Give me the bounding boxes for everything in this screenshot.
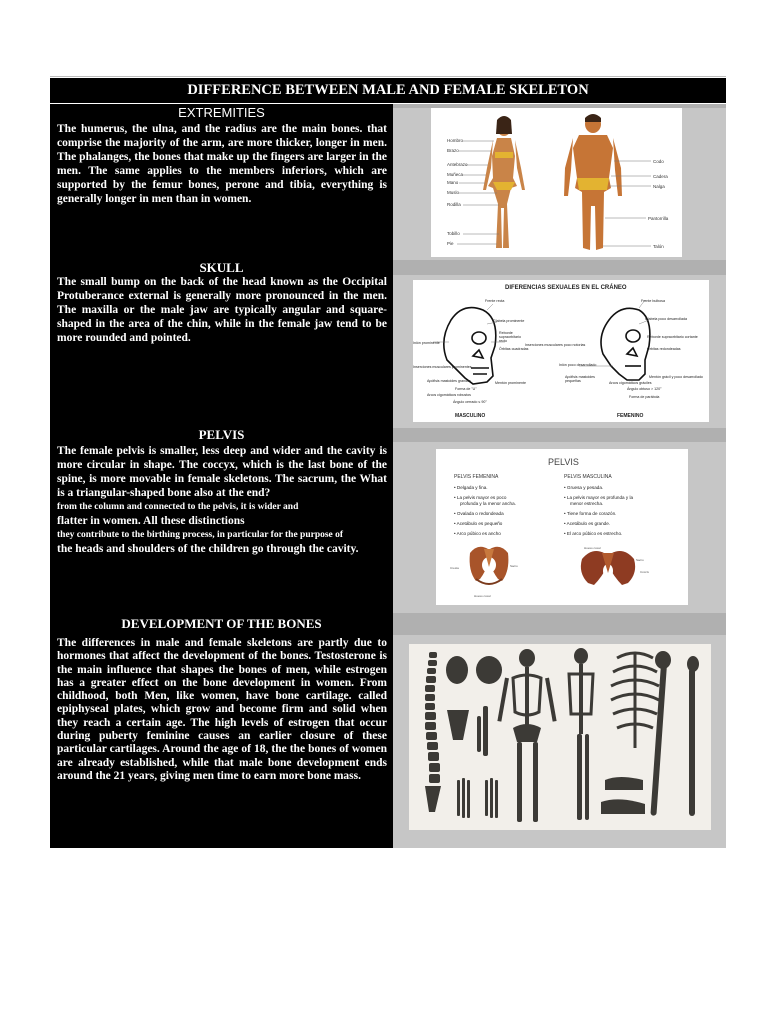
full-skeleton-front — [497, 649, 556, 822]
body-proportions-figure — [431, 108, 682, 257]
svg-text:Apófisis mastoides grandes: Apófisis mastoides grandes — [427, 379, 471, 383]
pelvis-line-2: from the column and connected to the pelvis, it is wider and — [57, 502, 299, 512]
skull-side-drawing — [476, 656, 502, 684]
label-brazo: Brazo — [447, 148, 459, 153]
svg-text:recto: recto — [499, 339, 507, 343]
svg-text:• Acetábulo es grande.: • Acetábulo es grande. — [564, 521, 611, 526]
pelvis-image-panel — [393, 442, 726, 613]
skull-figure-title: DIFERENCIAS SEXUALES EN EL CRÁNEO — [505, 285, 627, 291]
svg-text:Cresta: Cresta — [450, 566, 459, 570]
male-pelvis-drawing — [581, 551, 635, 585]
section-heading-pelvis: PELVIS — [50, 428, 393, 442]
skull-image-panel — [393, 275, 726, 428]
svg-text:Arcos cigomáticos gráciles: Arcos cigomáticos gráciles — [609, 381, 652, 385]
skull-front-drawing — [446, 656, 468, 684]
label-pie: Pie — [447, 241, 454, 246]
left-labels — [447, 138, 468, 246]
female-point-3: Ovalada o redondeada — [456, 511, 504, 516]
svg-text:Forma de parábola: Forma de parábola — [629, 395, 660, 399]
ribcage-drawing — [611, 652, 659, 748]
svg-text:menor estrecha.: menor estrecha. — [570, 501, 604, 506]
hands-drawing — [457, 778, 498, 818]
female-point-4: Acetábulo es pequeño — [456, 521, 503, 526]
section-heading-development: DEVELOPMENT OF THE BONES — [50, 613, 393, 635]
female-point-5: Arco púbico es ancho — [456, 531, 501, 536]
pelvis-line-1: The female pelvis is smaller, less deep and wider and the cavity is more circular in shape. The coccyx, which is the last bone of the spine, is more movable in female skeletons. The sacrum, the What is a triangular-shaped bone also at the end? — [57, 445, 387, 499]
page-title: DIFFERENCE BETWEEN MALE AND FEMALE SKELETON — [50, 78, 726, 103]
skull-paragraph: The small bump on the back of the head known as the Occipital Protuberance external is generally more pronounced in the men. The maxilla or the male jaw are typically angular and square-shaped in the area of the chin, while in the female jaw tend to be more rounded and pointed. — [57, 276, 387, 344]
pelvis-line-3: flatter in women. All these distinctions — [57, 515, 245, 527]
svg-text:Ángulo cerrado ≤ 90°: Ángulo cerrado ≤ 90° — [453, 400, 487, 404]
female-pelvis-drawing — [470, 547, 509, 584]
svg-text:Apófisis mastoides: Apófisis mastoides — [565, 375, 595, 379]
svg-text:Cóccix: Cóccix — [640, 570, 650, 574]
label-rodilla: Rodilla — [447, 202, 461, 207]
male-point-5: El arco púbico es estrecho. — [566, 531, 623, 536]
label-talon: Talón — [653, 244, 664, 249]
male-point-4: Acetábulo es grande. — [566, 521, 611, 526]
female-pelvis-heading: PELVIS FEMENINA — [454, 474, 499, 480]
svg-text:Hueso coxal: Hueso coxal — [584, 546, 601, 550]
label-mano: Mano — [447, 180, 459, 185]
svg-text:Sacro: Sacro — [510, 564, 518, 568]
image-header-strip — [393, 613, 726, 635]
svg-text:• La pelvis mayor es poco: • La pelvis mayor es poco — [454, 495, 507, 500]
svg-text:• El arco púbico es estrecho.: • El arco púbico es estrecho. — [564, 531, 623, 536]
full-skeleton-side — [569, 648, 593, 820]
section-heading-skull: SKULL — [50, 260, 393, 275]
skeleton-bones-figure — [409, 644, 711, 830]
pelvis-figure-title: PELVIS — [548, 457, 579, 467]
svg-text:Glabela poco desarrollada: Glabela poco desarrollada — [645, 317, 687, 321]
development-image-panel — [393, 635, 726, 848]
svg-text:• Ovalada o redondeada: • Ovalada o redondeada — [454, 511, 504, 516]
top-rule — [50, 76, 726, 77]
svg-text:Forma de "U": Forma de "U" — [455, 387, 477, 391]
svg-text:• Tiene forma de corazón.: • Tiene forma de corazón. — [564, 511, 617, 516]
extremities-image-panel — [393, 108, 726, 260]
svg-text:Reborde supraorbitario cortant: Reborde supraorbitario cortante — [647, 335, 698, 339]
label-tobillo: Tobillo — [447, 231, 460, 236]
label-antebrazo: Antebrazo — [447, 162, 468, 167]
pelvis-comparison-figure — [436, 449, 688, 605]
pelvis-text — [50, 442, 393, 613]
label-pantorrilla: Pantorrilla — [648, 216, 669, 221]
svg-text:Glabela prominente: Glabela prominente — [493, 319, 525, 323]
development-text — [50, 635, 393, 848]
svg-text:Arcos cigomáticos robustos: Arcos cigomáticos robustos — [427, 393, 471, 397]
section-heading-extremities: EXTREMITIES — [50, 104, 393, 121]
svg-text:profunda y la menor ancha.: profunda y la menor ancha. — [460, 501, 516, 506]
male-skull-label: MASCULINO — [455, 413, 486, 419]
svg-text:Inserciones musculares poco no: Inserciones musculares poco notorias — [525, 343, 586, 347]
label-cadera: Cadera — [653, 174, 668, 179]
svg-text:Mentón grácil y poco desarroll: Mentón grácil y poco desarrollado — [649, 375, 703, 379]
spine-drawing — [425, 652, 441, 812]
pelvis-line-4: they contribute to the birthing process, in particular for the purpose of — [57, 530, 344, 540]
male-point-3: Tiene forma de corazón. — [566, 511, 617, 516]
label-muslo: Muslo — [447, 190, 460, 195]
svg-text:• Gruesa y pesada.: • Gruesa y pesada. — [564, 485, 604, 490]
svg-text:Hueso coxal: Hueso coxal — [474, 594, 491, 598]
male-skull-drawing — [444, 308, 496, 384]
svg-text:Reborde: Reborde — [499, 331, 513, 335]
svg-text:Frente recta: Frente recta — [485, 299, 505, 303]
svg-text:Inserciones musculares promine: Inserciones musculares prominentes — [413, 365, 472, 369]
male-point-1: Gruesa y pesada. — [566, 485, 604, 490]
label-muneca: Muñeca — [447, 172, 464, 177]
development-paragraph: The differences in male and female skeletons are partly due to hormones that affect the development of the bones. Testosterone is the main influence that shapes the bones of men, while estrogen has a greater effect on the bone development in women. From childhood, both Men, like women, have bone cartilage. called epiphyseal plates, which grow and become firm and solid when they reach a certain age. The high levels of estrogen that occur during puberty feminine causes an earlier closure of these particular cartilages. Around the age of 18, the the bones of women are already established, while that male bone development ends around the 21 years, giving men time to earn more bone mass. — [57, 637, 387, 782]
label-codo: Codo — [653, 159, 664, 164]
extremities-text — [50, 121, 393, 260]
male-pelvis-heading: PELVIS MASCULINA — [564, 474, 612, 480]
svg-text:• La pelvis mayor es profunda: • La pelvis mayor es profunda y la — [564, 495, 634, 500]
svg-text:Sacro: Sacro — [636, 558, 644, 562]
female-skull-label: FEMENINO — [617, 413, 644, 419]
skull-differences-figure — [413, 280, 709, 422]
image-header-strip — [393, 428, 726, 442]
female-point-1: Delgada y fina. — [456, 485, 488, 490]
svg-text:Mentón prominente: Mentón prominente — [495, 381, 526, 385]
svg-text:Inión poco desarrollado: Inión poco desarrollado — [559, 363, 597, 367]
svg-text:Órbitas cuadradas: Órbitas cuadradas — [499, 347, 529, 351]
label-nalga: Nalga — [653, 184, 665, 189]
svg-text:• Delgada y fina.: • Delgada y fina. — [454, 485, 488, 490]
svg-text:pequeñas: pequeñas — [565, 379, 581, 383]
skull-text — [50, 275, 393, 428]
svg-text:Ángulo obtuso > 120°: Ángulo obtuso > 120° — [627, 387, 662, 391]
svg-text:Frente bulbosa: Frente bulbosa — [641, 299, 665, 303]
svg-text:• Arco púbico es ancho: • Arco púbico es ancho — [454, 531, 501, 536]
extremities-paragraph: The humerus, the ulna, and the radius are the main bones. that comprise the majority of the arm, are more thicker, longer in men. The phalanges, the bones that make up the fingers are larger in the men. The same applies to the members inferiors, which are supported by the femur bones, perone and tibia, everything is generally longer in men than in women. — [57, 123, 387, 205]
female-skull-drawing — [601, 308, 650, 380]
svg-text:supraorbitario: supraorbitario — [499, 335, 521, 339]
label-hombro: Hombro — [447, 138, 464, 143]
tibia-drawing — [689, 668, 695, 816]
image-header-strip — [393, 260, 726, 275]
pelvis-line-5: the heads and shoulders of the children go through the cavity. — [57, 543, 359, 555]
svg-text:Órbitas redondeadas: Órbitas redondeadas — [647, 347, 681, 351]
svg-text:• Acetábulo es pequeño: • Acetábulo es pequeño — [454, 521, 503, 526]
svg-text:Inión prominente: Inión prominente — [413, 341, 440, 345]
